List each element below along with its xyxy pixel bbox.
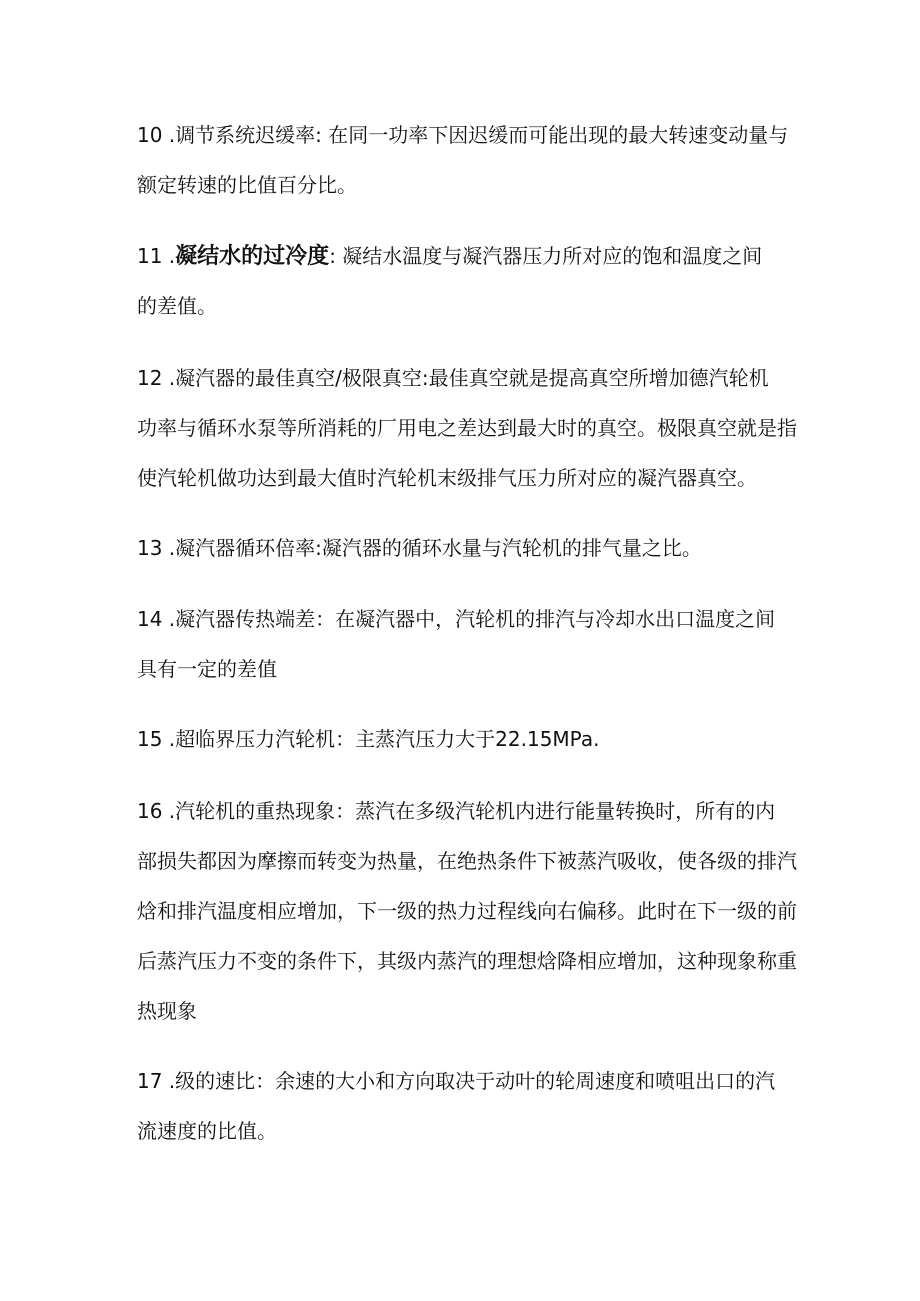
entry-15-line-1: 15 .超临界压力汽轮机：主蒸汽压力大于22.15MPa. [137,727,600,751]
entry-11-line-2: 的差值。 [137,294,217,318]
entry-16-line-5: 热现象 [137,999,197,1023]
entry-16-line-2: 部损失都因为摩擦而转变为热量，在绝热条件下被蒸汽吸收，使各级的排汽 [137,849,797,873]
entry-13-line-1: 13 .凝汽器循环倍率:凝汽器的循环水量与汽轮机的排气量之比。 [137,536,702,560]
entry-16-line-4: 后蒸汽压力不变的条件下，其级内蒸汽的理想焓降相应增加，这种现象称重 [137,949,797,973]
entry-13 [137,523,802,573]
entry-16 [137,786,802,1036]
entry-11-term: 凝结水的过冷度 [175,244,330,269]
entry-14 [137,594,802,694]
entry-14-line-1: 14 .凝汽器传热端差：在凝汽器中，汽轮机的排汽与冷却水出口温度之间 [137,607,776,631]
entry-17-line-1: 17 .级的速比：余速的大小和方向取决于动叶的轮周速度和喷咀出口的汽 [137,1069,776,1093]
entry-14-line-2: 具有一定的差值 [137,657,277,681]
entry-17-line-2: 流速度的比值。 [137,1119,277,1143]
entry-12 [137,353,802,503]
entry-11 [137,231,802,331]
entry-11-rest: : 凝结水温度与凝汽器压力所对应的饱和温度之间 [329,244,763,268]
entry-11-prefix: 11 . [137,244,176,268]
entry-12-line-1: 12 .凝汽器的最佳真空/极限真空:最佳真空就是提高真空所增加德汽轮机 [137,366,769,390]
entry-10 [137,110,802,210]
entry-17 [137,1056,802,1156]
entry-16-line-3: 焓和排汽温度相应增加，下一级的热力过程线向右偏移。此时在下一级的前 [137,899,797,923]
entry-12-line-3: 使汽轮机做功达到最大值时汽轮机末级排气压力所对应的凝汽器真空。 [137,466,757,490]
entry-10-line-1: 10 .调节系统迟缓率: 在同一功率下因迟缓而可能出现的最大转速变动量与 [137,123,789,147]
entry-15 [137,714,802,764]
entry-10-line-2: 额定转速的比值百分比。 [137,173,357,197]
entry-16-line-1: 16 .汽轮机的重热现象：蒸汽在多级汽轮机内进行能量转换时，所有的内 [137,799,776,823]
entry-12-line-2: 功率与循环水泵等所消耗的厂用电之差达到最大时的真空。极限真空就是指 [137,416,797,440]
entry-11-line-1 [137,231,802,281]
